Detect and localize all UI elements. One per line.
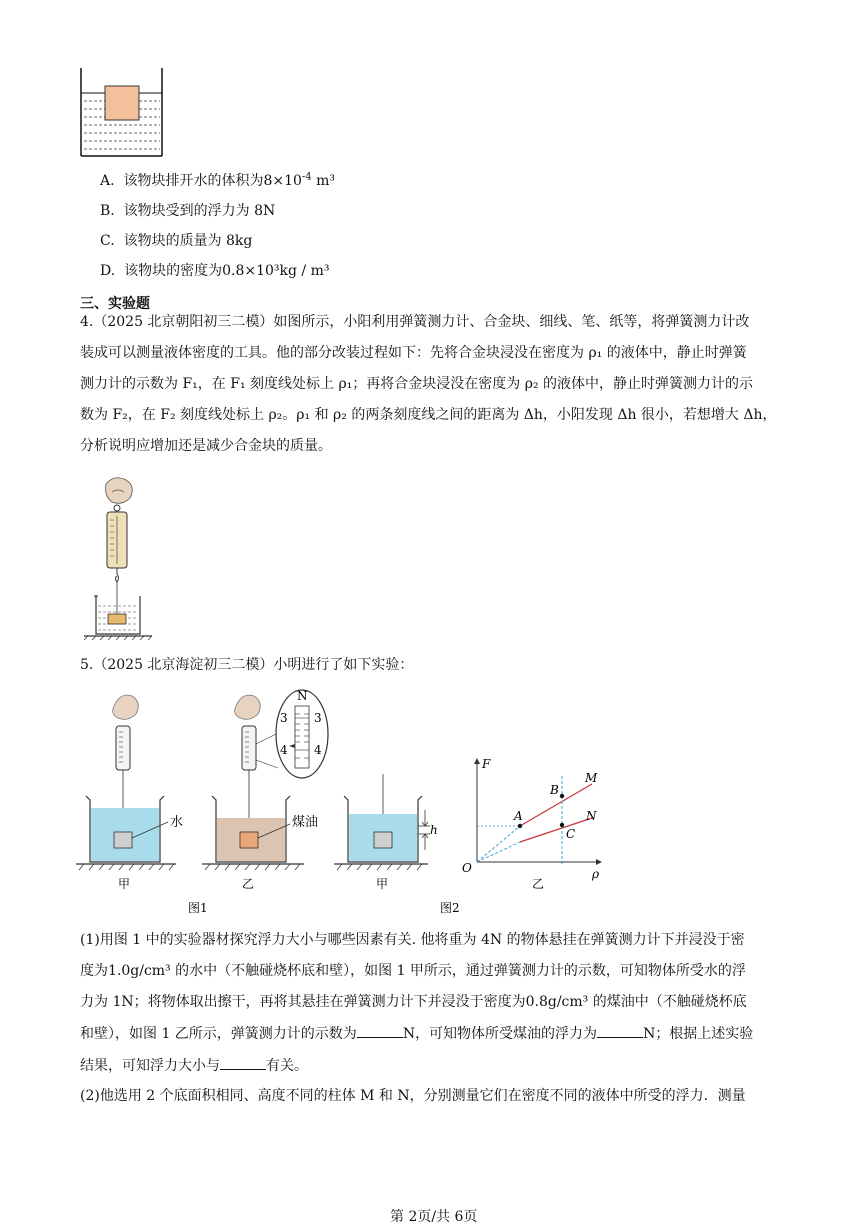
q5-text: N，可知物体所受煤油的浮力为 xyxy=(402,1026,598,1042)
section-title: 三、实验题 xyxy=(80,296,150,312)
scale-top-left: 3 xyxy=(280,711,288,725)
q5-part1-line-5 xyxy=(80,1055,753,1076)
container-figure xyxy=(78,68,168,160)
option-a xyxy=(100,170,335,190)
q5-part1 xyxy=(80,930,753,1076)
answer-blank-1[interactable] xyxy=(357,1023,403,1038)
q5-part1-line: 力为 1N；将物体取出擦干，再将其悬挂在弹簧测力计下并浸没于密度为0.8g/cm³ 的煤油中（不触碰烧杯底 xyxy=(80,994,747,1010)
q5-part1-line: (1)用图 1 中的实验器材探究浮力大小与哪些因素有关. 他将重为 4N 的物体悬挂在弹簧测力计下并浸没于密 xyxy=(80,932,745,948)
option-text: 该物块的质量为 8kg xyxy=(123,233,253,249)
label-water: 水 xyxy=(170,815,184,830)
point-a xyxy=(518,824,522,828)
label-jia-2: 甲 xyxy=(376,877,389,891)
option-b xyxy=(100,200,275,220)
fig1-jia-apparatus xyxy=(76,695,183,891)
scale-unit: N xyxy=(297,689,308,703)
option-text: 该物块排开水的体积为8×10 xyxy=(123,173,302,189)
origin-label: O xyxy=(462,861,472,875)
wood-block xyxy=(105,86,139,120)
scale-bottom-left: 4 xyxy=(280,743,288,757)
option-text: 该物块的密度为0.8×10³kg / m³ xyxy=(124,263,330,279)
option-label: C. xyxy=(100,233,115,249)
scale-bottom-right: 4 xyxy=(314,743,322,757)
q4-spring-scale-figure xyxy=(84,474,154,640)
page-footer: 第 2页/共 6页 xyxy=(390,1209,478,1225)
q4-line: 装成可以测量液体密度的工具。他的部分改装过程如下：先将合金块浸没在密度为 ρ₁ 的液体中，静止时弹簧 xyxy=(80,345,747,361)
option-c xyxy=(100,230,252,250)
q5-part1-line-4 xyxy=(80,1023,753,1044)
point-c-label: C xyxy=(566,827,576,841)
option-label: A. xyxy=(100,173,115,189)
figure-2-caption: 图2 xyxy=(440,901,460,915)
label-kerosene: 煤油 xyxy=(292,815,319,830)
answer-blank-2[interactable] xyxy=(597,1023,643,1038)
option-unit: m³ xyxy=(311,173,336,189)
q5-part1-line: 度为1.0g/cm³ 的水中（不触碰烧杯底和壁），如图 1 甲所示，通过弹簧测力计的示数，可知物体所受水的浮 xyxy=(80,963,746,979)
label-h: h xyxy=(430,823,438,837)
figure-1-caption: 图1 xyxy=(188,901,208,915)
fig1-yi-apparatus xyxy=(202,689,328,891)
label-yi: 乙 xyxy=(242,877,255,891)
line-n-label: N xyxy=(586,809,597,823)
line-m-label: M xyxy=(585,771,598,785)
figure-2 xyxy=(440,754,610,920)
question-4 xyxy=(80,312,792,456)
point-b xyxy=(560,794,564,798)
option-label: B. xyxy=(100,203,115,219)
scale-top-right: 3 xyxy=(314,711,322,725)
q5-text: 和壁），如图 1 乙所示，弹簧测力计的示数为 xyxy=(80,1026,357,1042)
q4-line: 分析说明应增加还是减少合金块的质量。 xyxy=(80,438,332,454)
option-label: D. xyxy=(100,263,116,279)
point-b-label: B xyxy=(550,783,559,797)
q4-line: 测力计的示数为 F₁，在 F₁ 刻度线处标上 ρ₁；再将合金块浸没在密度为 ρ₂ 的液体中，静止时弹簧测力计的示 xyxy=(80,376,754,392)
label-jia-1: 甲 xyxy=(118,877,131,891)
figure-1 xyxy=(76,684,446,920)
line-n xyxy=(520,818,592,842)
axis-rho-label: ρ xyxy=(592,867,600,881)
option-text: 该物块受到的浮力为 8N xyxy=(123,203,276,219)
option-d xyxy=(100,260,329,280)
answer-blank-3[interactable] xyxy=(220,1055,266,1070)
q5-part2: (2)他选用 2 个底面积相同、高度不同的柱体 M 和 N，分别测量它们在密度不同的液体中所受的浮力．测量 xyxy=(80,1088,746,1104)
point-c xyxy=(560,823,564,827)
option-sup: -4 xyxy=(301,171,312,183)
q5-text: 结果，可知浮力大小与 xyxy=(80,1058,220,1074)
q4-line: 4.（2025 北京朝阳初三二模）如图所示，小阳利用弹簧测力计、合金块、细线、笔、纸等，将弹簧测力计改 xyxy=(80,314,750,330)
q5-text: N；根据上述实验 xyxy=(643,1026,754,1042)
q5-intro: 5.（2025 北京海淀初三二模）小明进行了如下实验： xyxy=(80,657,414,673)
fig1-third-apparatus xyxy=(334,774,438,891)
q5-text: 有关。 xyxy=(266,1058,308,1074)
fig2-sub-label: 乙 xyxy=(532,877,545,891)
point-a-label: A xyxy=(514,809,523,823)
axis-f-label: F xyxy=(482,757,491,771)
q4-line: 数为 F₂，在 F₂ 刻度线处标上 ρ₂。ρ₁ 和 ρ₂ 的两条刻度线之间的距离为 Δh，小阳发现 Δh 很小，若想增大 Δh， xyxy=(80,407,777,423)
scale-magnifier xyxy=(276,690,328,778)
